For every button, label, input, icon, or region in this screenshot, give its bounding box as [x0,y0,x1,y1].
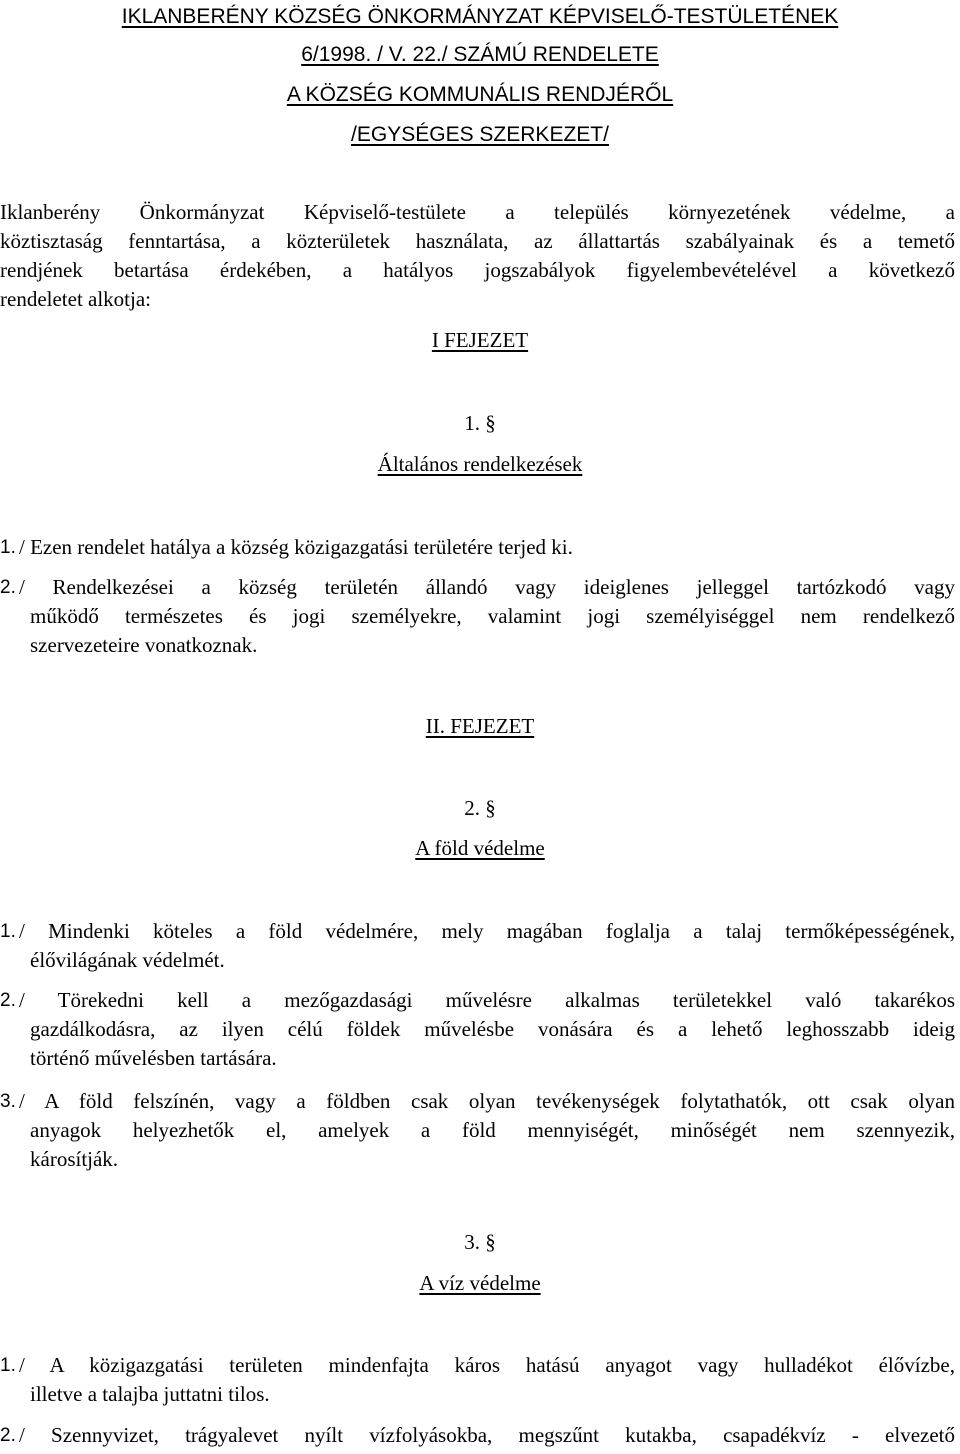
ch2-p3-line-2: anyagok helyezhetők el, amelyek a föld mennyiségét, minőségét nem szennyezik, [30,1118,955,1142]
ch2-p2-line-3: történő művelésben tartására. [30,1046,277,1070]
s3-p2-number: 2. [0,1425,16,1446]
ch2-p1-line-2: élővilágának védelmét. [30,948,225,972]
preamble-line-1: Iklanberény Önkormányzat Képviselő-testülete a település környezetének védelme, a [0,200,955,224]
header-line-1: IKLANBERÉNY KÖZSÉG ÖNKORMÁNYZAT KÉPVISELŐ-TESTÜLETÉNEK [121,5,839,28]
ch2-p2-line-2: gazdálkodásra, az ilyen célú földek művelésbe vonására és a lehető leghosszabb ideig [30,1017,955,1041]
s3-p1-line-1: / A közigazgatási területen mindenfajta káros hatású anyagot vagy hulladékot élővízbe, [19,1353,955,1377]
section-1-number: 1. § [464,411,496,435]
chapter-2-title: II. FEJEZET [425,714,535,738]
ch2-p2-line-1: / Törekedni kell a mezőgazdasági művelésre alkalmas területekkel való takarékos [19,988,955,1012]
ch1-p2-number: 2. [0,577,16,598]
header-line-2: 6/1998. / V. 22./ SZÁMÚ RENDELETE [301,43,659,66]
section-3-title: A víz védelme [419,1271,541,1295]
s3-p1-number: 1. [0,1355,16,1376]
section-1-title: Általános rendelkezések [377,452,583,476]
header-line-3: A KÖZSÉG KOMMUNÁLIS RENDJÉRŐL [286,83,674,106]
ch2-p1-number: 1. [0,921,16,942]
ch2-p3-line-3: károsítják. [30,1147,119,1171]
ch1-p1-text: / Ezen rendelet hatálya a község közigazgatási területére terjed ki. [19,535,573,559]
ch2-p2-number: 2. [0,990,16,1011]
ch1-p2-line-1: / Rendelkezései a község területén állandó vagy ideiglenes jelleggel tartózkodó vagy [19,575,955,599]
s3-p2-line-1: / Szennyvizet, trágyalevet nyílt vízfolyásokba, megszűnt kutakba, csapadékvíz - elvezető [19,1423,955,1447]
preamble-line-4: rendeletet alkotja: [0,287,152,311]
chapter-1-title: I FEJEZET [431,328,529,352]
ch1-p2-line-2: működő természetes és jogi személyekre, valamint jogi személyiséggel nem rendelkező [30,604,955,628]
preamble-line-2: köztisztaság fenntartása, a közterületek használata, az állattartás szabályainak és a temető [0,229,955,253]
ch2-p3-line-1: / A föld felszínén, vagy a földben csak olyan tevékenységek folytathatók, ott csak olyan [19,1089,955,1113]
section-2-number: 2. § [464,796,496,820]
section-3-number: 3. § [464,1230,496,1254]
ch1-p1-number: 1. [0,537,16,558]
ch2-p1-line-1: / Mindenki köteles a föld védelmére, mely magában foglalja a talaj termőképességének, [19,919,955,943]
header-line-4: /EGYSÉGES SZERKEZET/ [351,123,609,146]
ch2-p3-number: 3. [0,1091,16,1112]
ch1-p2-line-3: szervezeteire vonatkoznak. [30,633,258,657]
preamble-line-3: rendjének betartása érdekében, a hatályos jogszabályok figyelembevételével a következő [0,258,955,282]
s3-p1-line-2: illetve a talajba juttatni tilos. [30,1382,270,1406]
section-2-title: A föld védelme [415,836,545,860]
